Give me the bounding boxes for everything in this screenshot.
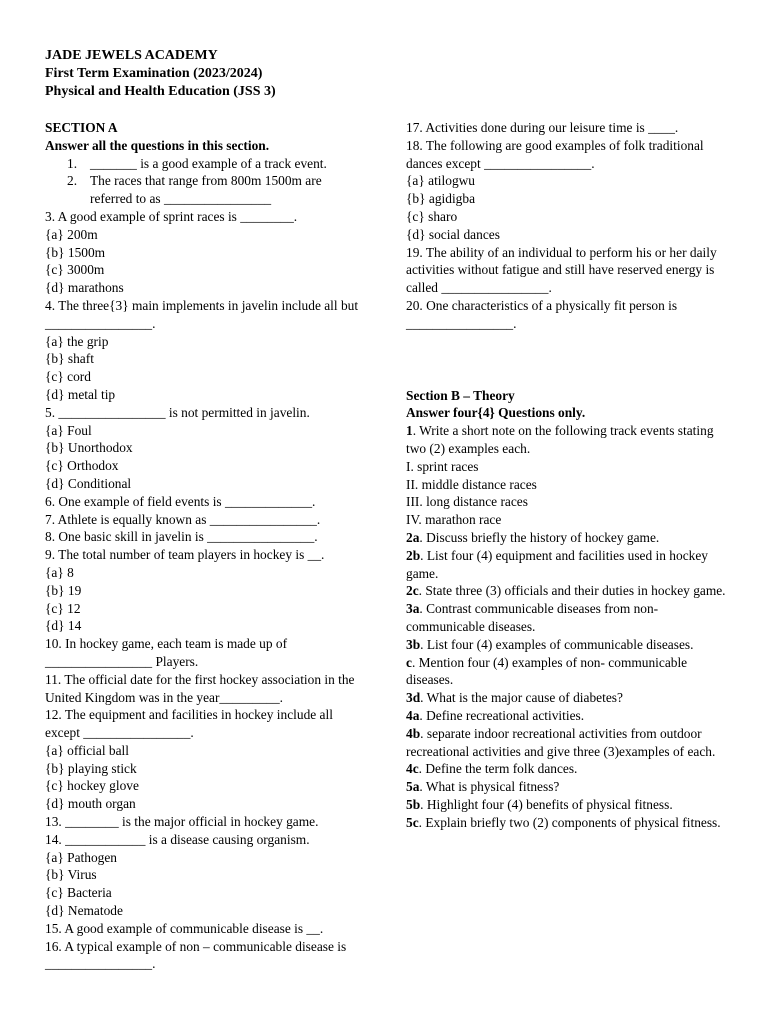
section-a-instruction: Answer all the questions in this section. — [45, 137, 270, 153]
question-line: {c} Bacteria — [45, 885, 112, 901]
section-a-questions-left — [45, 208, 363, 973]
theory-question — [406, 636, 731, 654]
question-line: 20. One characteristics of a physically fit person is ________________. — [406, 297, 678, 331]
theory-question — [406, 689, 731, 707]
question-line: 18. The following are good examples of folk traditional dances except ________________. — [406, 137, 704, 171]
question-line: 15. A good example of communicable disease is __. — [45, 920, 324, 936]
question-line: {c} hockey glove — [45, 778, 139, 794]
section-a-questions-right — [406, 119, 731, 333]
numbered-question — [45, 155, 363, 173]
right-column — [406, 119, 731, 831]
question-line: {d} metal tip — [45, 386, 116, 402]
question-line: 9. The total number of team players in hockey is __. — [45, 547, 325, 563]
spacer — [406, 333, 731, 387]
theory-question-text: . What is the major cause of diabetes? — [420, 690, 623, 706]
theory-question-label: 1 — [406, 423, 413, 439]
theory-question-text: . Mention four (4) examples of non- communicable diseases. — [406, 654, 688, 688]
question-line: 6. One example of field events is _____________. — [45, 493, 316, 509]
theory-question-text: . Highlight four (4) benefits of physical fitness. — [420, 796, 673, 812]
theory-question-text: . List four (4) equipment and facilities used in hockey game. — [406, 547, 708, 581]
question-line: {c} sharo — [406, 208, 458, 224]
theory-question-text: I. sprint races — [406, 458, 479, 474]
theory-question-label: 5b — [406, 796, 421, 812]
question-line: {a} Foul — [45, 422, 92, 438]
section-a-title: SECTION A — [45, 120, 118, 135]
question-line: {b} 1500m — [45, 244, 106, 260]
theory-question-text: . Write a short note on the following track events stating two (2) examples each. — [406, 423, 714, 456]
question-line: {a} official ball — [45, 742, 129, 758]
question-line: {d} marathons — [45, 280, 124, 296]
theory-question-text: . What is physical fitness? — [419, 779, 560, 795]
question-text: The races that range from 800m 1500m are referred to as ________________ — [90, 173, 322, 207]
theory-question-text: . Define recreational activities. — [419, 707, 585, 723]
theory-question — [406, 707, 731, 725]
question-line: {a} the grip — [45, 333, 109, 349]
theory-question-label: 2b — [406, 547, 421, 563]
section-b-questions — [406, 422, 731, 831]
theory-question — [406, 582, 731, 600]
question-line: 16. A typical example of non – communicable disease is ________________. — [45, 938, 347, 972]
question-line: {c} cord — [45, 369, 91, 385]
question-number: 2. — [67, 173, 78, 189]
question-line: {d} mouth organ — [45, 796, 136, 812]
question-line: 4. The three{3} main implements in javelin include all but ________________. — [45, 297, 359, 331]
theory-question — [406, 760, 731, 778]
theory-question — [406, 458, 731, 476]
question-line: {a} 8 — [45, 564, 74, 580]
question-line: {d} Nematode — [45, 903, 123, 919]
question-line: {c} 3000m — [45, 262, 105, 278]
exam-header — [45, 47, 276, 101]
question-line: {d} social dances — [406, 226, 500, 242]
theory-question-text: . Explain briefly two (2) components of physical fitness. — [418, 814, 721, 830]
question-line: 5. ________________ is not permitted in javelin. — [45, 404, 310, 420]
theory-question — [406, 493, 731, 511]
question-line: 17. Activities done during our leisure time is ____. — [406, 120, 679, 135]
theory-question-text: II. middle distance races — [406, 476, 537, 492]
theory-question — [406, 422, 731, 458]
theory-question-label: 4b — [406, 725, 421, 741]
question-text: _______ is a good example of a track event. — [90, 155, 327, 171]
theory-question — [406, 476, 731, 494]
question-number: 1. — [67, 155, 78, 171]
question-line: {c} Orthodox — [45, 458, 119, 474]
theory-question-label: 2a — [406, 529, 420, 545]
school-name: JADE JEWELS ACADEMY — [45, 48, 218, 63]
numbered-question — [45, 172, 363, 208]
question-line: {b} Unorthodox — [45, 440, 133, 456]
section-b-instruction: Answer four{4} Questions only. — [406, 405, 586, 421]
question-line: {d} Conditional — [45, 475, 132, 491]
exam-title: First Term Examination (2023/2024) — [45, 66, 263, 81]
question-line: 3. A good example of sprint races is ________. — [45, 208, 298, 224]
theory-question-text: . List four (4) examples of communicable diseases. — [420, 636, 694, 652]
theory-question — [406, 654, 731, 690]
question-line: {d} 14 — [45, 618, 82, 634]
theory-question — [406, 547, 731, 583]
theory-question-label: 3d — [406, 690, 421, 706]
theory-question — [406, 600, 731, 636]
question-line: {b} agidigba — [406, 191, 476, 207]
question-line: {a} atilogwu — [406, 173, 476, 189]
theory-question-label: 5a — [406, 779, 420, 795]
question-line: 13. ________ is the major official in hockey game. — [45, 814, 319, 830]
subject-title: Physical and Health Education (JSS 3) — [45, 84, 276, 99]
theory-question-label: 5c — [406, 814, 419, 830]
question-line: 11. The official date for the first hockey association in the United Kingdom was in the year_________. — [45, 671, 355, 705]
question-line: {b} Virus — [45, 867, 97, 883]
theory-question-label: 3b — [406, 636, 421, 652]
question-line: 7. Athlete is equally known as ________________. — [45, 511, 321, 527]
theory-question — [406, 796, 731, 814]
theory-question-text: . Define the term folk dances. — [418, 761, 578, 777]
left-column — [45, 119, 363, 973]
question-line: 19. The ability of an individual to perform his or her daily activities without fatigue and still have reserved energy is called ________________. — [406, 244, 717, 296]
question-line: 8. One basic skill in javelin is ________________. — [45, 529, 318, 545]
theory-question — [406, 529, 731, 547]
theory-question — [406, 814, 731, 832]
question-line: 12. The equipment and facilities in hockey include all except ________________. — [45, 707, 333, 741]
question-line: {b} playing stick — [45, 760, 137, 776]
theory-question-label: 3a — [406, 601, 420, 617]
theory-question-text: . Discuss briefly the history of hockey game. — [419, 529, 660, 545]
section-b-title: Section B – Theory — [406, 387, 515, 403]
theory-question-label: 4a — [406, 707, 420, 723]
question-line: {a} Pathogen — [45, 849, 117, 865]
question-line: {a} 200m — [45, 226, 98, 242]
theory-question — [406, 725, 731, 761]
question-line: 10. In hockey game, each team is made up of ________________ Players. — [45, 636, 288, 669]
theory-question-text: IV. marathon race — [406, 512, 502, 528]
question-line: 14. ____________ is a disease causing organism. — [45, 831, 310, 847]
theory-question-text: III. long distance races — [406, 494, 528, 510]
theory-question-label: 4c — [406, 761, 419, 777]
theory-question-text: . Contrast communicable diseases from non-communicable diseases. — [406, 601, 659, 634]
theory-question-label: 2c — [406, 583, 419, 599]
question-line: {c} 12 — [45, 600, 81, 616]
question-line: {b} shaft — [45, 351, 94, 367]
numbered-question-list — [45, 155, 363, 208]
theory-question — [406, 511, 731, 529]
theory-question — [406, 778, 731, 796]
question-line: {b} 19 — [45, 582, 82, 598]
theory-question-text: . State three (3) officials and their duties in hockey game. — [418, 583, 726, 599]
theory-question-label: c — [406, 654, 412, 670]
theory-question-text: . separate indoor recreational activities from outdoor recreational activities and give three (3)examples of each. — [406, 725, 716, 759]
